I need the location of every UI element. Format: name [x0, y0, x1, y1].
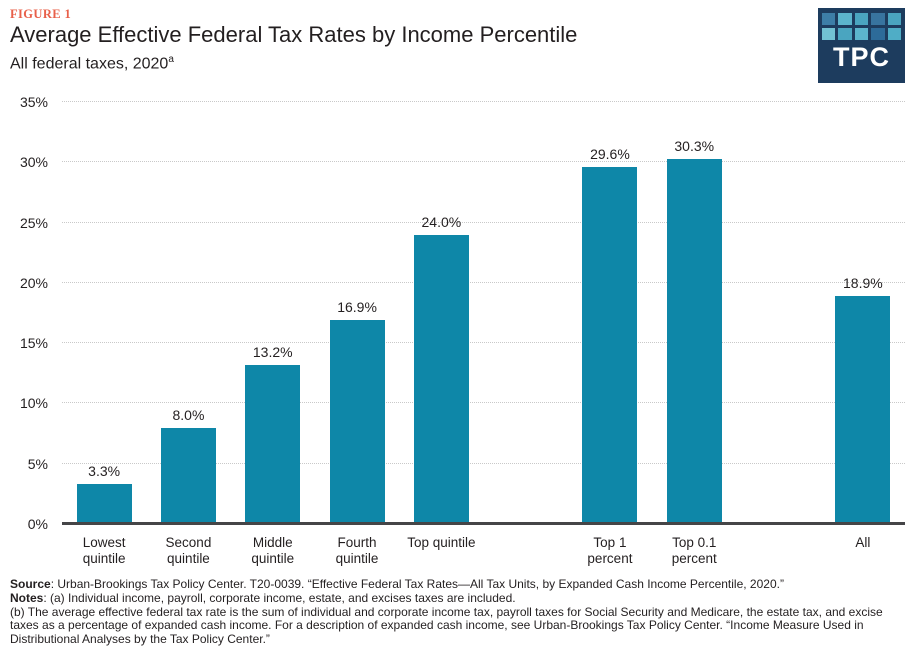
x-axis-category-label-5: Top 1 percent	[587, 535, 633, 567]
subtitle-text: All federal taxes, 2020	[10, 55, 169, 73]
source-label: Source	[10, 577, 51, 591]
x-axis-category-label-1: Second quintile	[165, 535, 212, 567]
gridline-30	[62, 161, 905, 162]
notes-line	[10, 592, 904, 606]
y-tick-label-10: 10%	[19, 395, 48, 412]
tpc-logo-square-5	[822, 28, 835, 40]
page-title: Average Effective Federal Tax Rates by Income Percentile	[10, 22, 578, 47]
tpc-logo	[818, 8, 905, 83]
bar-0	[77, 484, 132, 524]
bar-6	[667, 159, 722, 524]
x-axis-category-label-7: All	[855, 535, 871, 550]
bar-value-label-0: 3.3%	[88, 463, 121, 480]
bar-value-label-5: 29.6%	[590, 146, 630, 163]
bar-value-label-3: 16.9%	[337, 299, 377, 316]
bar-value-label-4: 24.0%	[421, 213, 462, 230]
bar-4	[414, 235, 469, 524]
y-axis-tick-labels	[0, 94, 48, 532]
gridline-35	[62, 101, 905, 102]
tpc-logo-square-2	[855, 13, 868, 25]
tpc-logo-square-8	[871, 28, 884, 40]
bar-3	[330, 320, 385, 524]
source-line	[10, 578, 904, 592]
notes-text: : (a) Individual income, payroll, corporate income, estate, and excises taxes are included.	[43, 590, 516, 605]
bar-7	[835, 296, 890, 524]
x-axis-category-label-2: Middle quintile	[251, 535, 295, 567]
bar-5	[582, 167, 637, 524]
bar-value-label-7: 18.9%	[842, 275, 883, 292]
y-tick-label-15: 15%	[19, 335, 48, 352]
x-axis-line	[62, 522, 905, 525]
bar-value-label-2: 13.2%	[252, 343, 293, 360]
tpc-logo-square-9	[888, 28, 901, 40]
y-tick-label-0: 0%	[27, 516, 48, 532]
figure-number-label: FIGURE 1	[10, 7, 72, 21]
tpc-logo-text: TPC	[833, 42, 890, 72]
x-axis-category-label-4: Top quintile	[407, 535, 476, 550]
y-tick-label-35: 35%	[19, 94, 48, 110]
tpc-logo-square-7	[855, 28, 868, 40]
gridline-20	[62, 282, 905, 283]
plot-area	[62, 102, 905, 567]
bar-value-label-6: 30.3%	[674, 137, 715, 154]
tpc-logo-squares-grid	[818, 8, 905, 40]
bar-value-label-1: 8.0%	[172, 406, 205, 423]
gridline-15	[62, 342, 905, 343]
gridline-25	[62, 222, 905, 223]
y-tick-label-30: 30%	[19, 154, 48, 171]
source-text: : Urban-Brookings Tax Policy Center. T20-0039. “Effective Federal Tax Rates—All Tax Units, by Expanded Cash Income Percentile, 2020.”	[50, 577, 784, 591]
y-tick-label-25: 25%	[19, 214, 48, 231]
note-b-line: (b) The average effective federal tax rate is the sum of individual and corporate income tax, payroll taxes for Social Security and Medicare, the estate tax, and excise taxes as a percentage of expanded cash income. For a description of expanded cash income, see Urban-Brookings Tax Policy Center. “Income Measure Used in Distributional Analyses by the Tax Policy Center.”	[10, 604, 883, 647]
tpc-logo-square-4	[888, 13, 901, 25]
notes-label: Notes	[10, 590, 44, 605]
x-axis-category-label-6: Top 0.1 percent	[671, 535, 717, 567]
y-tick-label-20: 20%	[19, 274, 48, 291]
chart-subtitle	[10, 54, 174, 73]
tpc-logo-square-0	[822, 13, 835, 25]
x-axis-category-label-0: Lowest quintile	[82, 535, 126, 567]
footnotes	[10, 578, 904, 647]
bar-2	[245, 365, 300, 524]
gridline-10	[62, 402, 905, 403]
y-tick-label-5: 5%	[27, 455, 48, 472]
tpc-logo-square-3	[871, 13, 884, 25]
x-axis-category-label-3: Fourth quintile	[335, 535, 379, 567]
tpc-logo-square-1	[838, 13, 851, 25]
tpc-logo-square-6	[838, 28, 851, 40]
subtitle-footnote-marker: a	[168, 54, 174, 65]
bar-1	[161, 428, 216, 524]
